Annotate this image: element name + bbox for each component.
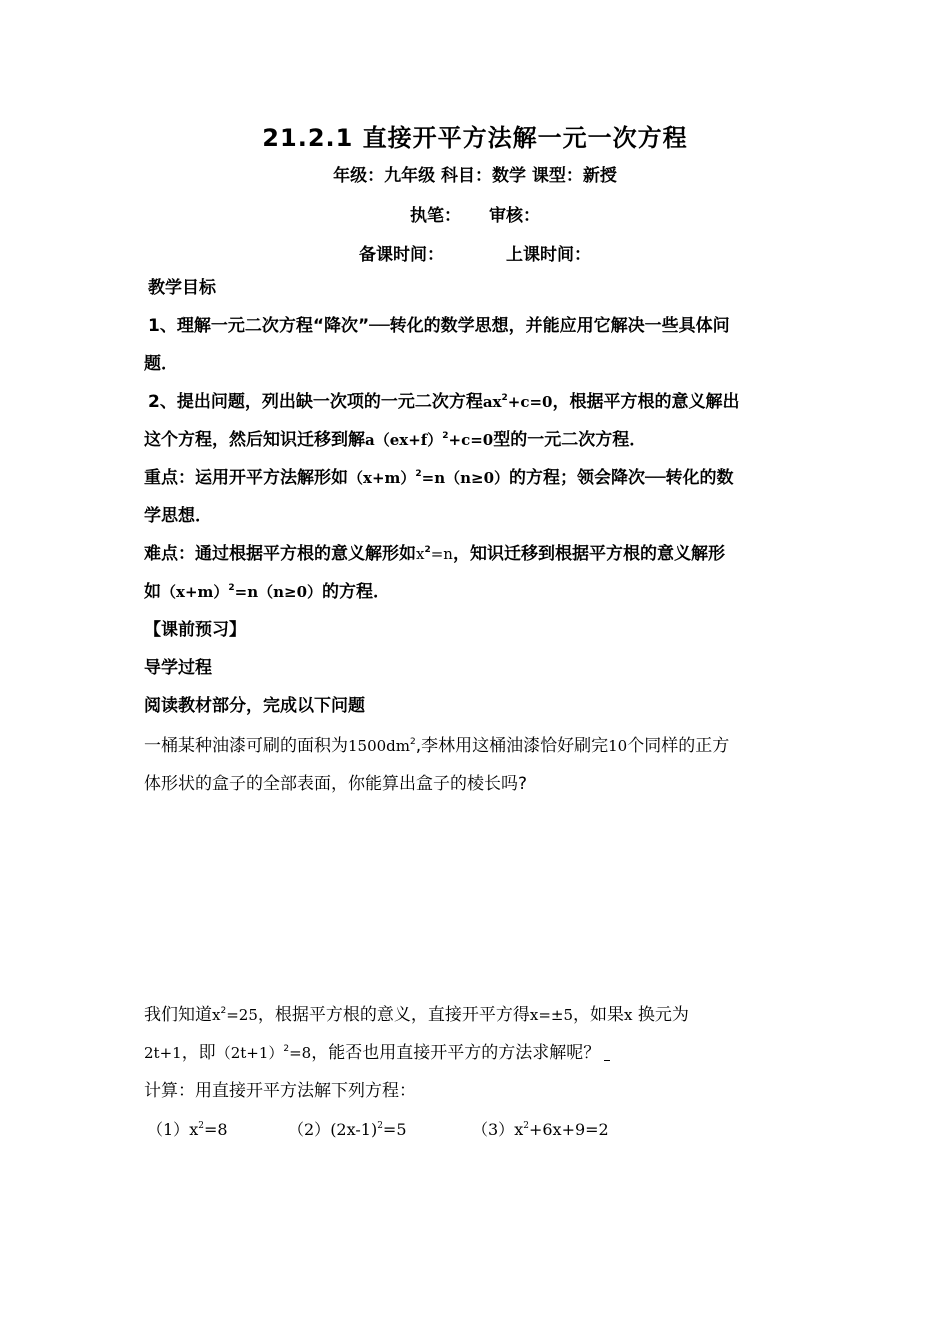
objective-1-line-2: 题． (144, 354, 178, 374)
key-point-line-1: 重点：运用开平方法解形如$(x+m)^2=n(n\ge 0)$的方程；领会降次──转化的数 (144, 468, 734, 488)
author-label: 执笔： (410, 206, 461, 226)
paint-problem-line-1: 一桶某种油漆可刷的面积为$1500dm^2$,李林用这桶油漆恰好刷完10个同样的正方 (144, 736, 730, 756)
objective-2-line-2: 这个方程，然后知识迁移到解$a(ex+f)^2+c=0$型的一元二次方程． (144, 430, 647, 450)
exercise-1: $(1)x^2=8$ (147, 1120, 228, 1139)
objectives-heading: 教学目标 (148, 278, 216, 298)
review-label: 审核： (489, 206, 540, 226)
paint-problem-line-2: 体形状的盒子的全部表面，你能算出盒子的棱长吗? (144, 774, 528, 794)
difficulty-line-2: 如$(x+m)^2=n(n\ge 0)$的方程． (144, 582, 391, 602)
preview-heading: 【课前预习】 (144, 620, 246, 640)
calc-heading: 计算：用直接开平方法解下列方程： (144, 1081, 416, 1101)
answer-blank (604, 1046, 610, 1061)
page-title: 21.2.1 直接开平方法解一元一次方程 (262, 124, 688, 152)
paint-problem (144, 727, 808, 803)
key-point-line-2: 学思想． (144, 506, 212, 526)
difficulty-line-1: 难点：通过根据平方根的意义解形如$x^2=n$，知识迁移到根据平方根的意义解形 (144, 544, 725, 564)
guide-heading: 导学过程 (144, 658, 212, 678)
known-line-1: 我们知道$x^2=25$，根据平方根的意义，直接开平方得x=±5，如果x 换元为 (144, 1005, 689, 1025)
objectives-section (144, 269, 808, 725)
reading-instruction: 阅读教材部分，完成以下问题 (144, 696, 365, 716)
known-line-2: 2t+1，即$(2t+1)^2=8$，能否也用直接开平方的方法求解呢？ (144, 1034, 808, 1072)
known-section (144, 996, 808, 1110)
objective-2-line-1: 2、提出问题，列出缺一次项的一元二次方程$ax^2+c=0$，根据平方根的意义解出 (148, 392, 740, 412)
meta-line: 年级：九年级 科目：数学 课型：新授 (333, 166, 617, 186)
exercise-3: $(3)x^2+6x+9=2$ (472, 1120, 609, 1139)
prep-time-label: 备课时间： (359, 245, 444, 265)
time-line (0, 240, 950, 265)
exercise-2: $(2)(2x-1)^2=5$ (288, 1120, 407, 1139)
author-review-line (0, 201, 950, 226)
objective-1-line-1: 1、理解一元二次方程“降次”──转化的数学思想，并能应用它解决一些具体问 (148, 316, 730, 336)
class-time-label: 上课时间： (506, 245, 591, 265)
